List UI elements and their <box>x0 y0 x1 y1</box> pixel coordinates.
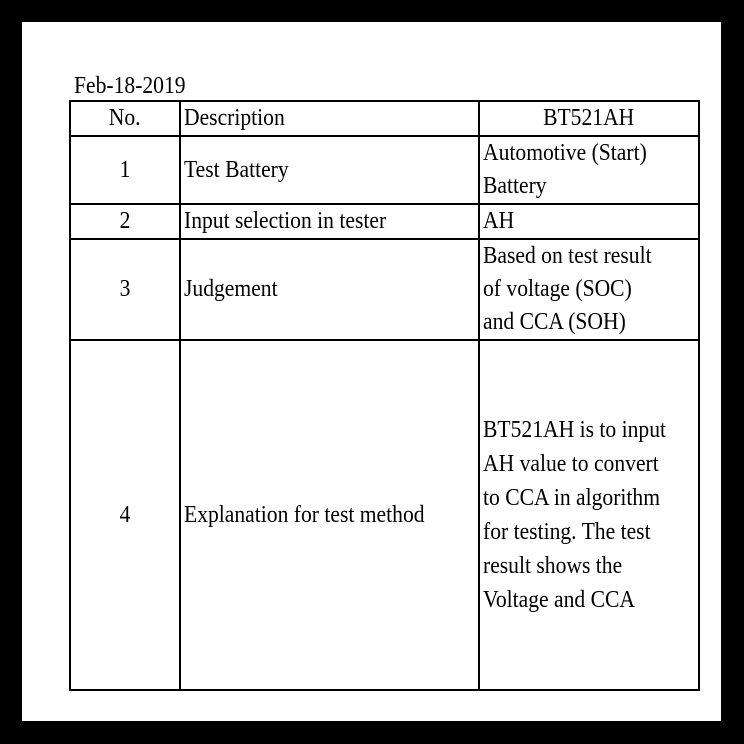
row-description: Explanation for test method <box>180 340 479 690</box>
row-value: Automotive (Start) Battery <box>479 136 699 204</box>
header-model: BT521AH <box>479 101 699 136</box>
row-number: 1 <box>70 136 180 204</box>
table-row <box>70 239 699 340</box>
header-no: No. <box>70 101 180 136</box>
document-date: Feb-18-2019 <box>74 73 186 99</box>
spec-table <box>69 100 700 691</box>
row-number: 4 <box>70 340 180 690</box>
row-number: 3 <box>70 239 180 340</box>
header-description: Description <box>180 101 479 136</box>
row-number: 2 <box>70 204 180 239</box>
row-description: Test Battery <box>180 136 479 204</box>
row-description: Input selection in tester <box>180 204 479 239</box>
row-value: Based on test result of voltage (SOC) and CCA (SOH) <box>479 239 699 340</box>
table-header-row <box>70 101 699 136</box>
document-page <box>22 22 721 721</box>
row-value: AH <box>479 204 699 239</box>
table-row <box>70 136 699 204</box>
row-description: Judgement <box>180 239 479 340</box>
row-value: BT521AH is to input AH value to convert to CCA in algorithm for testing. The test result shows the Voltage and CCA <box>479 340 699 690</box>
table-row <box>70 204 699 239</box>
table-row <box>70 340 699 690</box>
